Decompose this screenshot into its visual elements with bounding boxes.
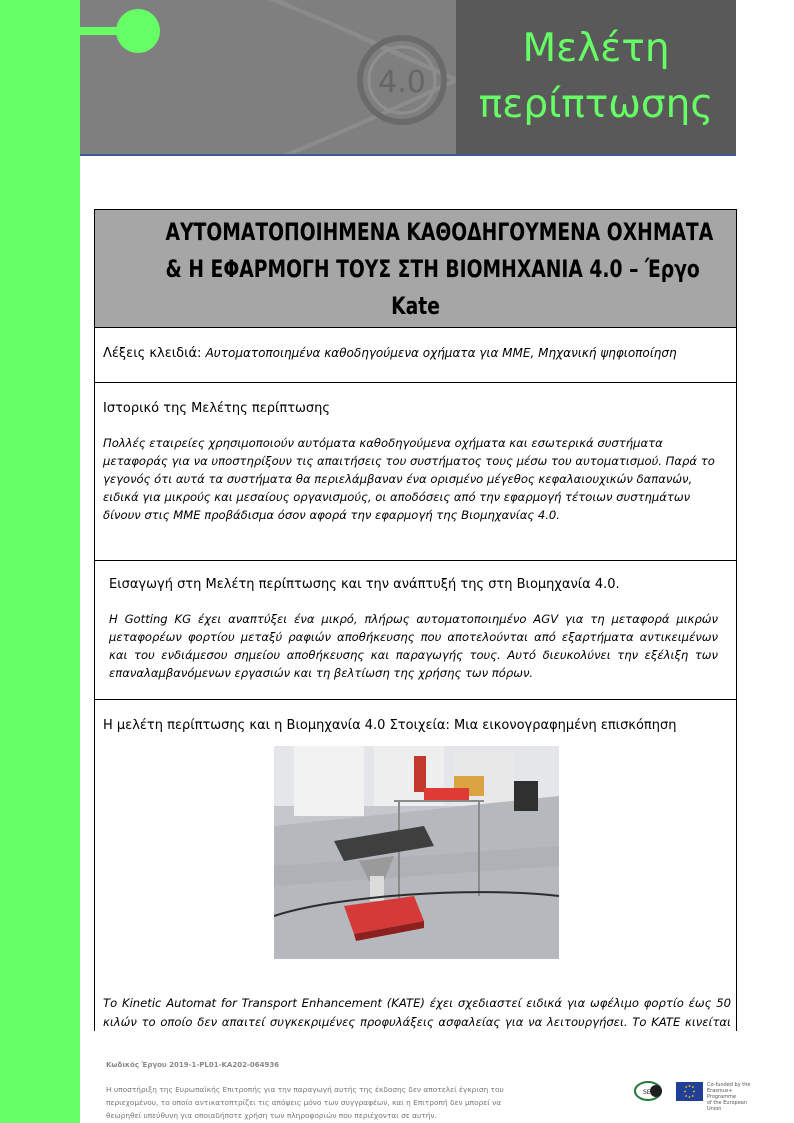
intro-text: Η Gotting KG έχει αναπτύξει ένα μικρό, πλήρως αυτοματοποιημένο AGV για τη μεταφορά μικρών μεταφορέων φορτίου μεταξύ ραφιών αποθήκευσης που αποτελούνται από εξαρτήματα αντικειμένων και του ενδιάμεσου σημείου αποθήκευσης και παραγωγής τους. Αυτό διευκολύνει την εξέλιξη των επαναλαμβανόμενων εργασιών και τη βελτίωση της χρήσης των πόρων.	[109, 612, 718, 680]
agv-photo	[274, 746, 559, 959]
eu-logo-line: of the European Union	[707, 1100, 748, 1112]
overview-section	[95, 700, 736, 1032]
eu-logo-line: Co-funded by the	[707, 1082, 751, 1088]
keywords-label: Λέξεις κλειδιά:	[103, 346, 202, 361]
header-title-line1: Μελέτη	[522, 26, 670, 71]
keywords-section	[95, 328, 736, 383]
see-logo-text: SEE	[643, 1089, 655, 1096]
eu-disclaimer	[106, 1083, 576, 1122]
photo-caption	[103, 994, 731, 1032]
case-study-table	[94, 209, 737, 1031]
history-line: μεταφοράς για να υποστηρίξουν τις απαιτήσεις του συστήματος τους μέσω του αυτοματισμού. Παρά το	[103, 454, 715, 468]
disclaimer-line: περιεχομένου, το οποίο αντικατοπτρίζει τις απόψεις μόνο των συγγραφέων, και η Επιτροπή δεν μπορεί να	[106, 1098, 502, 1107]
history-line: γεγονός ότι αυτά τα συστήματα θα περιελάμβαναν ένα ορισμένο μέγεθος κεφαλαιουχικών δαπανών,	[103, 472, 693, 486]
intro-section	[95, 561, 736, 700]
intro-heading: Εισαγωγή στη Μελέτη περίπτωσης και την ανάπτυξή της στη Βιομηχανία 4.0.	[109, 577, 620, 592]
title-line: ΑΥΤΟΜΑΤΟΠΟΙΗΜΕΝΑ ΚΑΘΟΔΗΓΟΥΜΕΝΑ ΟΧΗΜΑΤΑ	[165, 218, 714, 246]
title-line: Kate	[391, 292, 440, 320]
disclaimer-line: θεωρηθεί υπεύθυνη για οποιαδήποτε χρήση των πληροφοριών που περιέχονται σε αυτήν.	[106, 1111, 437, 1120]
history-line: ειδικά για μικρούς και μεσαίους οργανισμούς, οι αποδόσεις από την εφαρμογή τέτοιων συστημάτων	[103, 490, 691, 504]
eu-logo-text	[707, 1082, 757, 1112]
agv-photo-illustration	[274, 746, 559, 959]
header-title-line2: περίπτωσης	[478, 82, 714, 127]
document-title	[95, 210, 736, 328]
industry-4-graphic	[80, 0, 456, 154]
badge-label: 4.0	[378, 65, 426, 100]
overview-heading: Η μελέτη περίπτωσης και η Βιομηχανία 4.0 Στοιχεία: Μια εικονογραφημένη επισκόπηση	[103, 718, 677, 733]
history-line: Πολλές εταιρείες χρησιμοποιούν αυτόματα καθοδηγούμενα οχήματα και εσωτερικά συστήματα	[103, 436, 663, 450]
history-heading: Ιστορικό της Μελέτης περίπτωσης	[103, 401, 331, 416]
eu-flag-icon	[676, 1082, 703, 1101]
header-title	[456, 0, 736, 156]
header-graphic	[80, 0, 456, 156]
disclaimer-line: Η υποστήριξη της Ευρωπαϊκής Επιτροπής για την παραγωγή αυτής της έκδοσης δεν αποτελεί έγκριση του	[106, 1085, 504, 1094]
keywords-value: Αυτοματοποιημένα καθοδηγούμενα οχήματα για ΜΜΕ, Μηχανική ψηφιοποίηση	[205, 346, 677, 360]
project-code: Κωδικός Έργου 2019-1-PL01-KA202-064936	[106, 1061, 280, 1069]
eu-logo	[676, 1082, 756, 1112]
eu-logo-line: Erasmus+ Programme	[707, 1088, 737, 1100]
see-logo	[634, 1080, 664, 1102]
title-line: & Η ΕΦΑΡΜΟΓΗ ΤΟΥΣ ΣΤΗ ΒΙΟΜΗΧΑΝΙΑ 4.0 – Έργο	[165, 255, 700, 283]
history-text	[103, 434, 736, 524]
left-accent-bar	[0, 0, 80, 1123]
caption-line: Το Kinetic Automat for Transport Enhancement (KATE) έχει σχεδιαστεί ειδικά για ωφέλιμο φορτίο έως 50	[103, 996, 731, 1010]
caption-line: κιλών το οποίο δεν απαιτεί συγκεκριμένες προφυλάξεις ασφαλείας για να λειτουργήσει. Το KATE κινείται	[103, 1015, 731, 1029]
history-line: δίνουν στις ΜΜΕ προβάδισμα όσον αφορά την εφαρμογή της Βιομηχανίας 4.0.	[103, 508, 560, 522]
history-section	[95, 383, 736, 561]
